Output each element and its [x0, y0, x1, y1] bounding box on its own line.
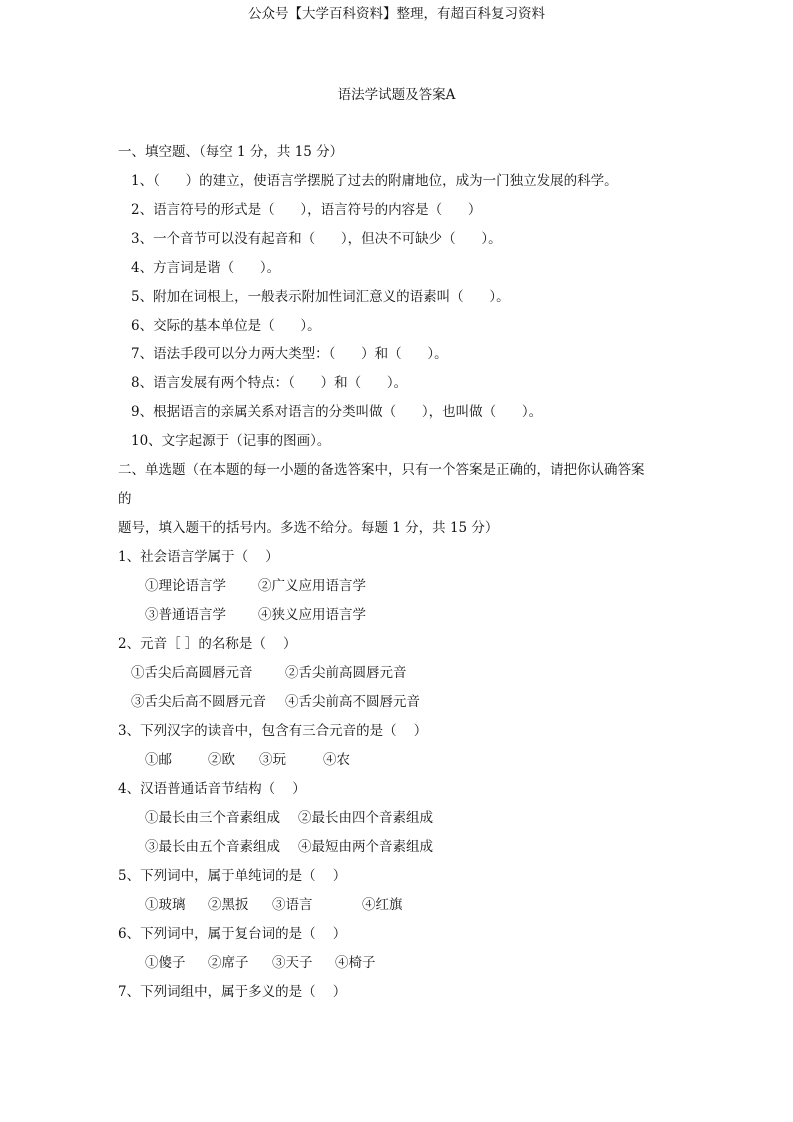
choice-question-stem: 7、下列词组中，属于多义的是（ ） — [118, 984, 347, 1000]
section2-heading: 的 — [118, 491, 132, 507]
choice-option: ④红旗 — [362, 897, 403, 913]
section2-heading: 二、单选题（在本题的每一小题的备选答案中，只有一个答案是正确的，请把你认确答案 — [118, 462, 645, 478]
fill-question: 4、方言词是谐（ ）。 — [131, 260, 281, 276]
fill-question: 10、文字起源于（记事的图画）。 — [131, 433, 331, 449]
choice-option: ①邮 — [145, 752, 172, 768]
choice-option: ④农 — [323, 752, 350, 768]
choice-question-stem: 6、下列词中，属于复台词的是（ ） — [118, 926, 347, 942]
choice-option: ④最短由两个音素组成 — [298, 839, 433, 855]
choice-option: ①理论语言学 — [145, 578, 226, 594]
choice-option: ②舌尖前高圆唇元音 — [285, 665, 407, 681]
choice-option: ①玻璃 — [145, 897, 186, 913]
choice-question-stem: 3、下列汉字的读音中，包含有三合元音的是（ ） — [118, 723, 428, 739]
fill-question: 5、附加在词根上，一般表示附加性词汇意义的语素叫（ ）。 — [131, 289, 510, 305]
choice-option: ③舌尖后高不圆唇元音 — [131, 694, 266, 710]
choice-option: ②最长由四个音素组成 — [298, 810, 433, 826]
fill-question: 6、交际的基本单位是（ ）。 — [131, 318, 321, 334]
fill-question: 7、语法手段可以分力两大类型：（ ）和（ ）。 — [131, 346, 448, 362]
choice-option: ①傻子 — [145, 955, 186, 971]
choice-question-stem: 2、元音［ ］的名称是（ ） — [118, 636, 297, 652]
page-header: 公众号【大学百科资料】整理，有超百科复习资料 — [248, 6, 545, 22]
fill-question: 1、（ ）的建立，使语言学摆脱了过去的附庸地位，成为一门独立发展的科学。 — [131, 173, 618, 189]
choice-option: ②席子 — [208, 955, 249, 971]
choice-option: ④狭义应用语言学 — [258, 607, 366, 623]
choice-option: ③普通语言学 — [145, 607, 226, 623]
fill-question: 2、语言符号的形式是（ ），语言符号的内容是（ ） — [131, 202, 482, 218]
choice-option: ③最长由五个音素组成 — [145, 839, 280, 855]
document-title: 语法学试题及答案A — [337, 87, 456, 103]
choice-question-stem: 5、下列词中，属于单纯词的是（ ） — [118, 868, 347, 884]
fill-question: 8、语言发展有两个特点：（ ）和（ ）。 — [131, 375, 408, 391]
choice-option: ③玩 — [259, 752, 286, 768]
section2-heading: 题号，填入题干的括号内。多选不给分。每题 1 分，共 15 分） — [118, 520, 499, 536]
choice-option: ②黑扳 — [208, 897, 249, 913]
choice-option: ④舌尖前高不圆唇元音 — [285, 694, 420, 710]
fill-question: 9、根据语言的亲属关系对语言的分类叫做（ ），也叫做（ ）。 — [131, 404, 543, 420]
choice-option: ②广义应用语言学 — [258, 578, 366, 594]
choice-option: ③天子 — [272, 955, 313, 971]
choice-option: ④椅子 — [335, 955, 376, 971]
choice-option: ①舌尖后高圆唇元音 — [131, 665, 253, 681]
choice-option: ①最长由三个音素组成 — [145, 810, 280, 826]
choice-option: ②欧 — [208, 752, 235, 768]
section1-heading: 一、填空题、（每空 1 分，共 15 分） — [118, 144, 344, 160]
choice-question-stem: 1、社会语言学属于（ ） — [118, 549, 279, 565]
choice-question-stem: 4、汉语普通话音节结构（ ） — [118, 781, 306, 797]
choice-option: ③语言 — [272, 897, 313, 913]
fill-question: 3、一个音节可以没有起音和（ ），但决不可缺少（ ）。 — [131, 231, 502, 247]
